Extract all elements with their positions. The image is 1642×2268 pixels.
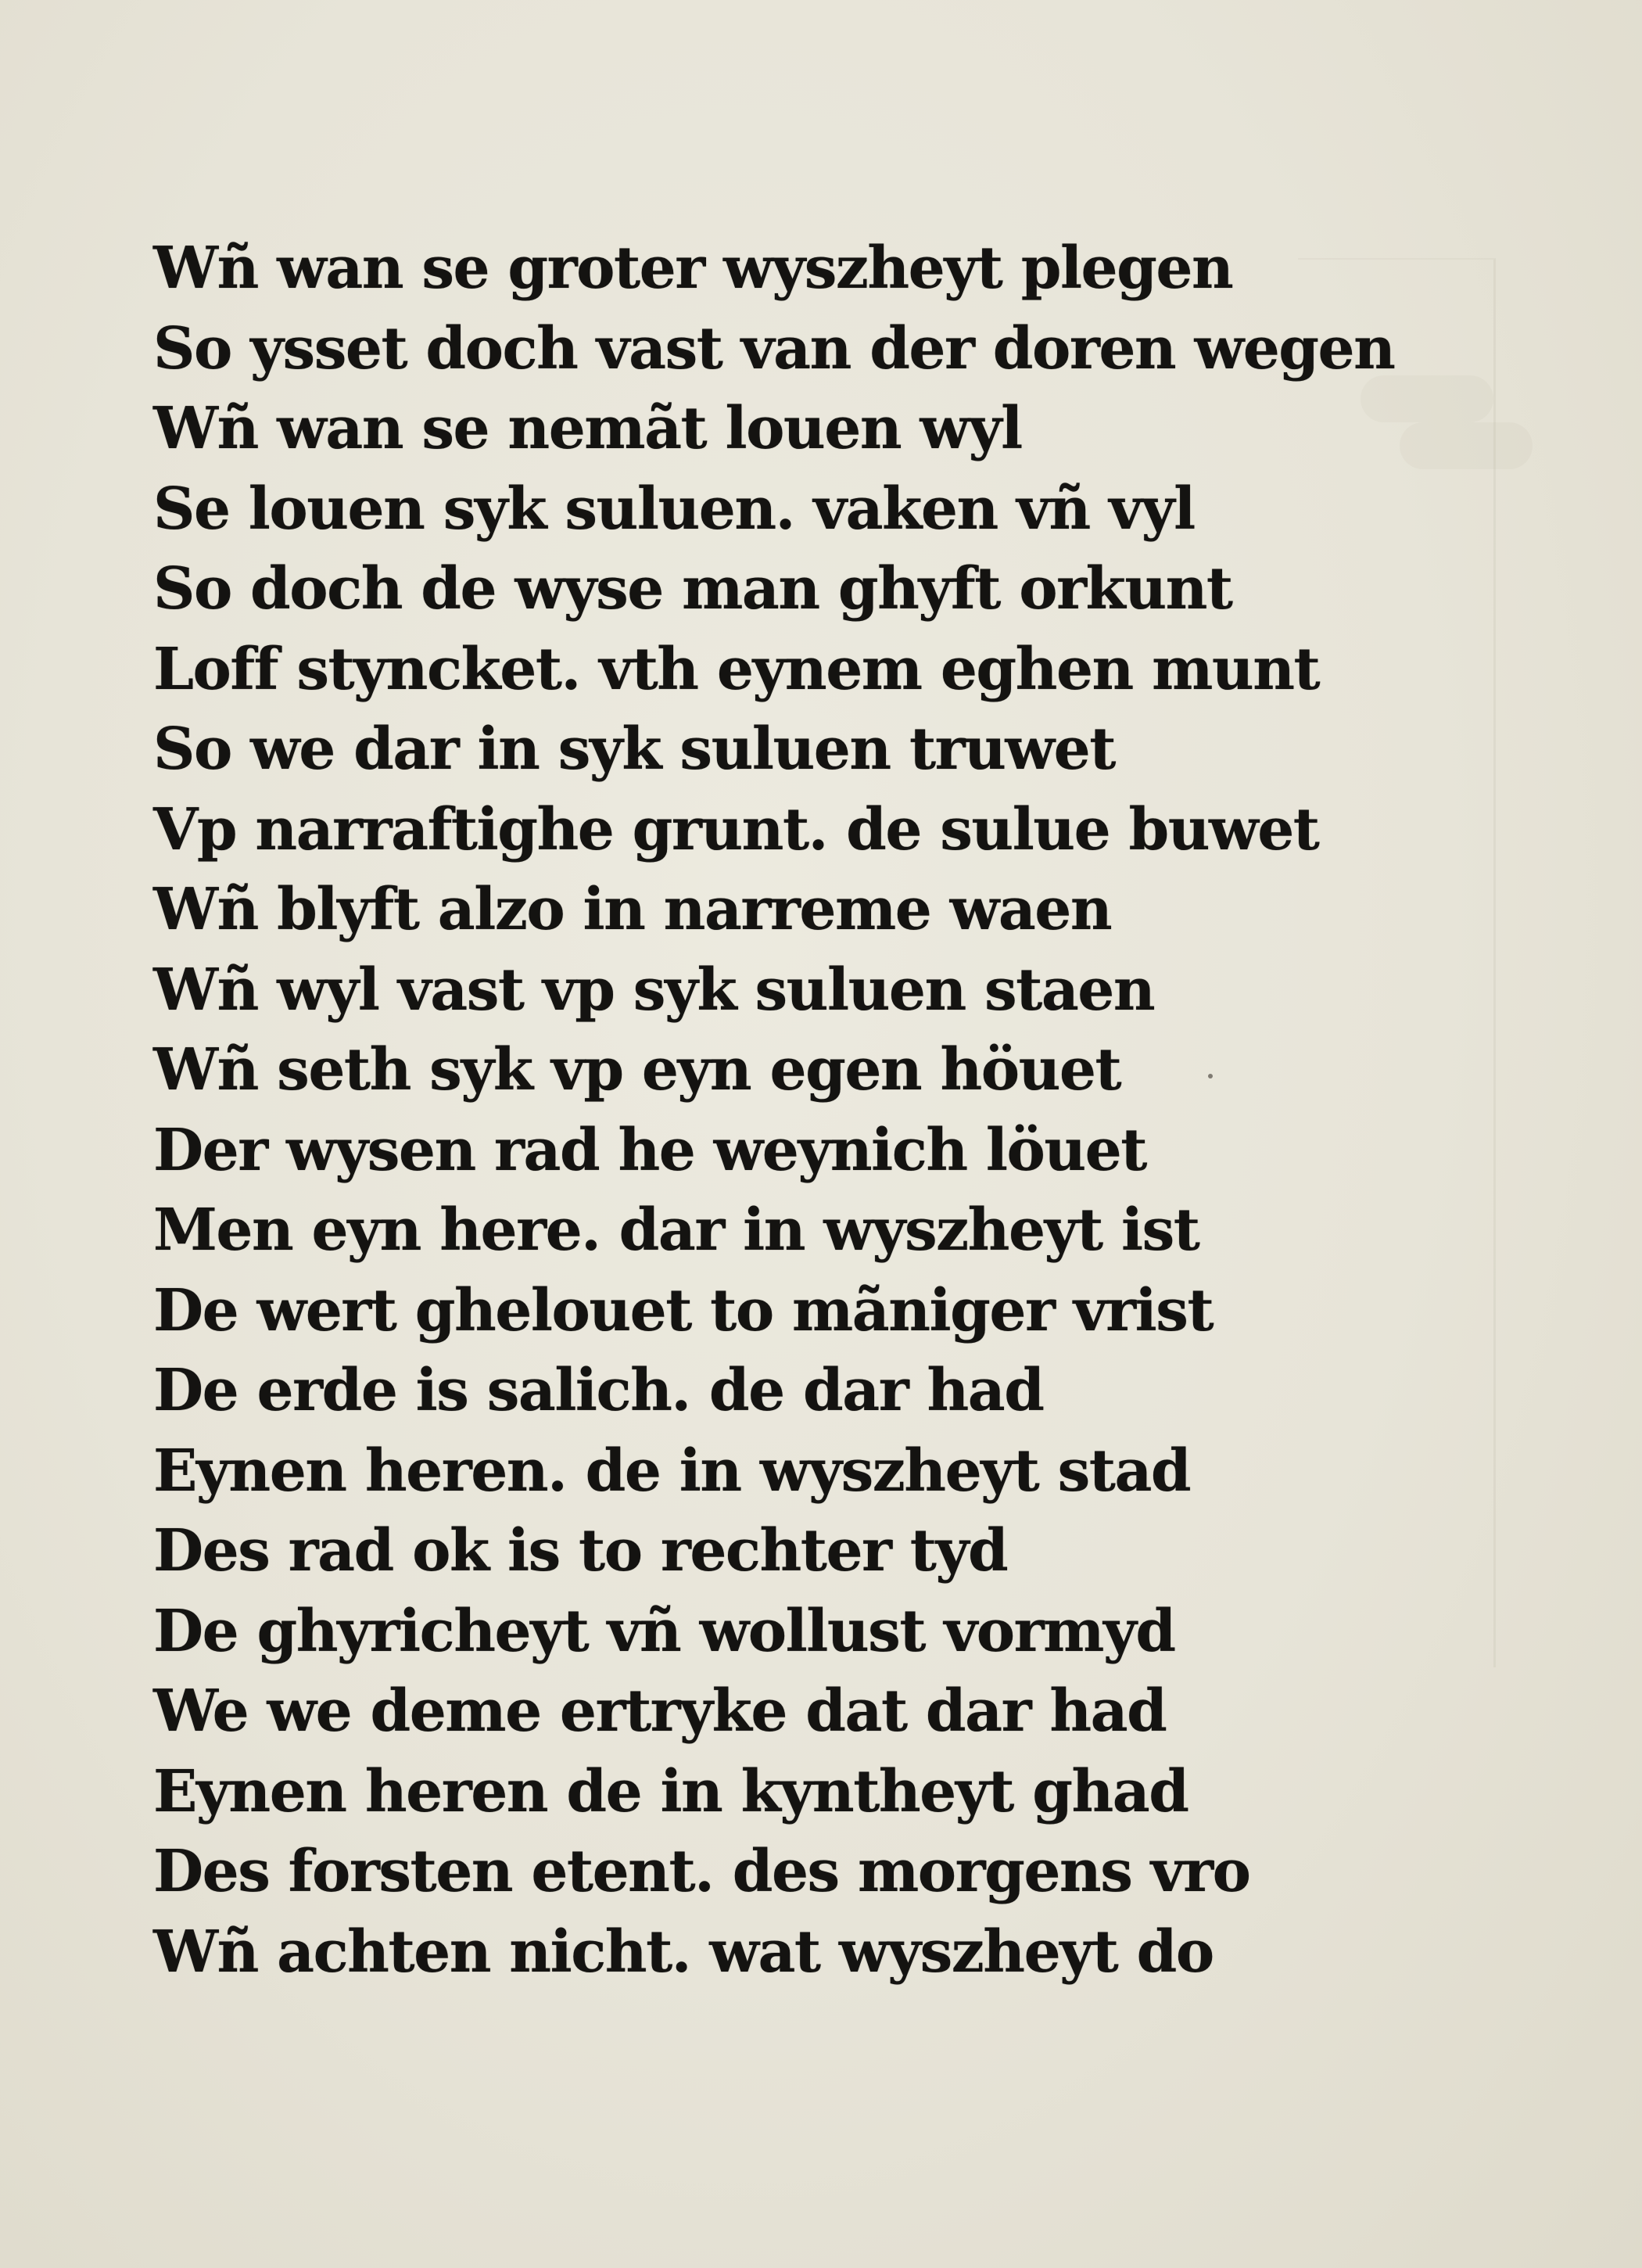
verse-line-4: Se louen syk suluen. vaken vñ vyl <box>153 475 1195 543</box>
verse-line-15: De erde is salich. de dar had <box>153 1357 1044 1424</box>
verse-line-12: Der wysen rad he weynich löuet <box>153 1116 1146 1184</box>
verse-line-6: Loff styncket. vth eynem eghen munt <box>153 635 1320 703</box>
verse-line-8: Vp narraftighe grunt. de sulue buwet <box>153 795 1319 863</box>
verse-line-1: Wñ wan se groter wyszheyt plegen <box>153 235 1233 302</box>
verse-line-22: Wñ achten nicht. wat wyszheyt do <box>153 1918 1214 1986</box>
verse-line-20: Eynen heren de in kyntheyt ghad <box>153 1757 1188 1825</box>
verse-text-block <box>153 228 1498 1992</box>
verse-line-13: Men eyn here. dar in wyszheyt ist <box>153 1197 1199 1264</box>
verse-line-17: Des rad ok is to rechter tyd <box>153 1517 1008 1584</box>
verse-line-7: So we dar in syk suluen truwet <box>153 716 1115 783</box>
verse-line-19: We we deme ertryke dat dar had <box>153 1678 1167 1745</box>
verse-line-9: Wñ blyft alzo in narreme waen <box>153 876 1112 943</box>
verse-line-21: Des forsten etent. des morgens vro <box>153 1838 1250 1905</box>
verse-line-3: Wñ wan se nemãt louen wyl <box>153 395 1022 462</box>
verse-line-18: De ghyricheyt vñ wollust vormyd <box>153 1597 1175 1665</box>
verse-line-16: Eynen heren. de in wyszheyt stad <box>153 1437 1191 1505</box>
verse-line-5: So doch de wyse man ghyft orkunt <box>153 555 1232 623</box>
verse-line-10: Wñ wyl vast vp syk suluen staen <box>153 956 1155 1024</box>
verse-line-2: So ysset doch vast van der doren wegen <box>153 314 1395 382</box>
verse-line-11: Wñ seth syk vp eyn egen höuet <box>153 1036 1121 1103</box>
verse-line-14: De wert ghelouet to mãniger vrist <box>153 1276 1214 1344</box>
